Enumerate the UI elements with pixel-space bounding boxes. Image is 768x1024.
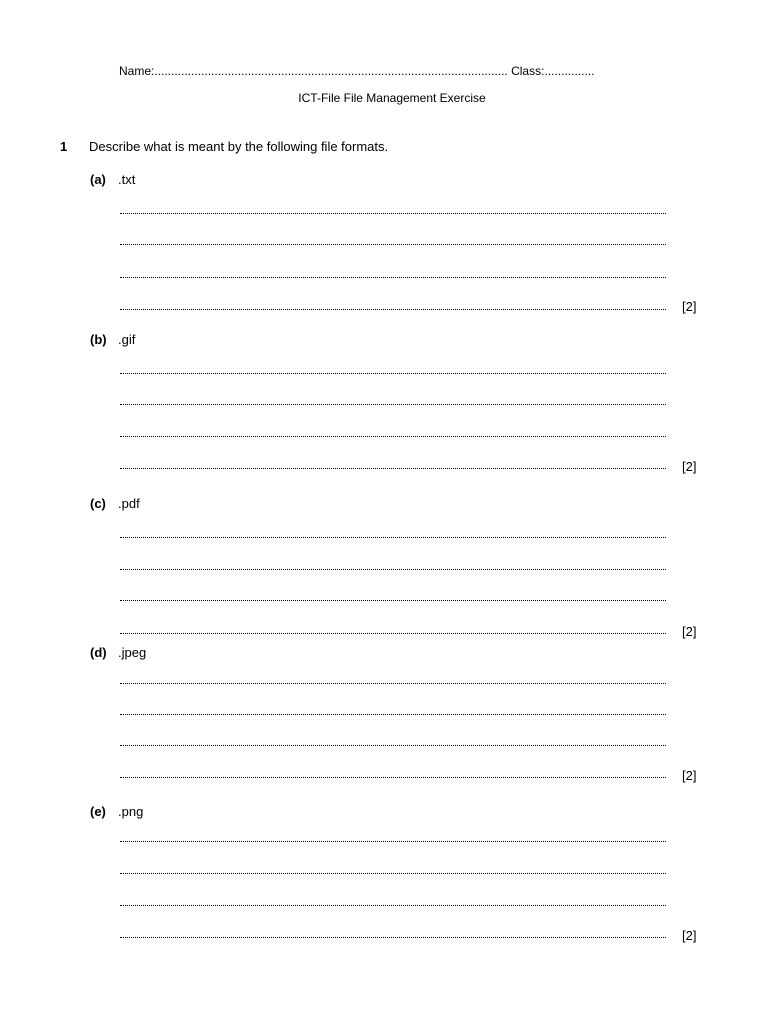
part-label-e: (e) bbox=[90, 804, 106, 819]
answer-line-a1[interactable] bbox=[120, 213, 666, 214]
answer-line-e1[interactable] bbox=[120, 841, 666, 842]
answer-line-a4[interactable] bbox=[120, 309, 666, 310]
part-format-a: .txt bbox=[118, 172, 136, 187]
part-format-c: .pdf bbox=[118, 496, 140, 511]
part-label-b: (b) bbox=[90, 332, 107, 347]
name-blank: .......................................................................................................... bbox=[154, 64, 508, 78]
answer-line-b4[interactable] bbox=[120, 468, 666, 469]
answer-line-e3[interactable] bbox=[120, 905, 666, 906]
marks-a: [2] bbox=[682, 299, 697, 314]
part-format-d: .jpeg bbox=[118, 645, 147, 660]
answer-line-c3[interactable] bbox=[120, 600, 666, 601]
part-label-d: (d) bbox=[90, 645, 107, 660]
document-title: ICT-File File Management Exercise bbox=[298, 91, 486, 105]
answer-line-a2[interactable] bbox=[120, 244, 666, 245]
answer-line-d3[interactable] bbox=[120, 745, 666, 746]
question-text: Describe what is meant by the following file formats. bbox=[89, 139, 389, 154]
answer-line-c1[interactable] bbox=[120, 537, 666, 538]
answer-line-d4[interactable] bbox=[120, 777, 666, 778]
answer-line-e2[interactable] bbox=[120, 873, 666, 874]
part-label-c: (c) bbox=[90, 496, 106, 511]
answer-line-b3[interactable] bbox=[120, 436, 666, 437]
marks-e: [2] bbox=[682, 928, 697, 943]
answer-line-d2[interactable] bbox=[120, 714, 666, 715]
class-label: Class: bbox=[507, 64, 545, 78]
header-name-class-line bbox=[119, 64, 594, 78]
marks-b: [2] bbox=[682, 459, 697, 474]
part-format-e: .png bbox=[118, 804, 144, 819]
marks-c: [2] bbox=[682, 624, 697, 639]
answer-line-b2[interactable] bbox=[120, 404, 666, 405]
answer-line-c4[interactable] bbox=[120, 633, 666, 634]
answer-line-b1[interactable] bbox=[120, 373, 666, 374]
name-label: Name: bbox=[119, 64, 155, 78]
marks-d: [2] bbox=[682, 768, 697, 783]
part-format-b: .gif bbox=[118, 332, 136, 347]
answer-line-c2[interactable] bbox=[120, 569, 666, 570]
answer-line-a3[interactable] bbox=[120, 277, 666, 278]
part-label-a: (a) bbox=[90, 172, 106, 187]
question-number: 1 bbox=[60, 139, 68, 154]
answer-line-d1[interactable] bbox=[120, 683, 666, 684]
answer-line-e4[interactable] bbox=[120, 937, 666, 938]
class-blank: ............... bbox=[544, 64, 595, 78]
